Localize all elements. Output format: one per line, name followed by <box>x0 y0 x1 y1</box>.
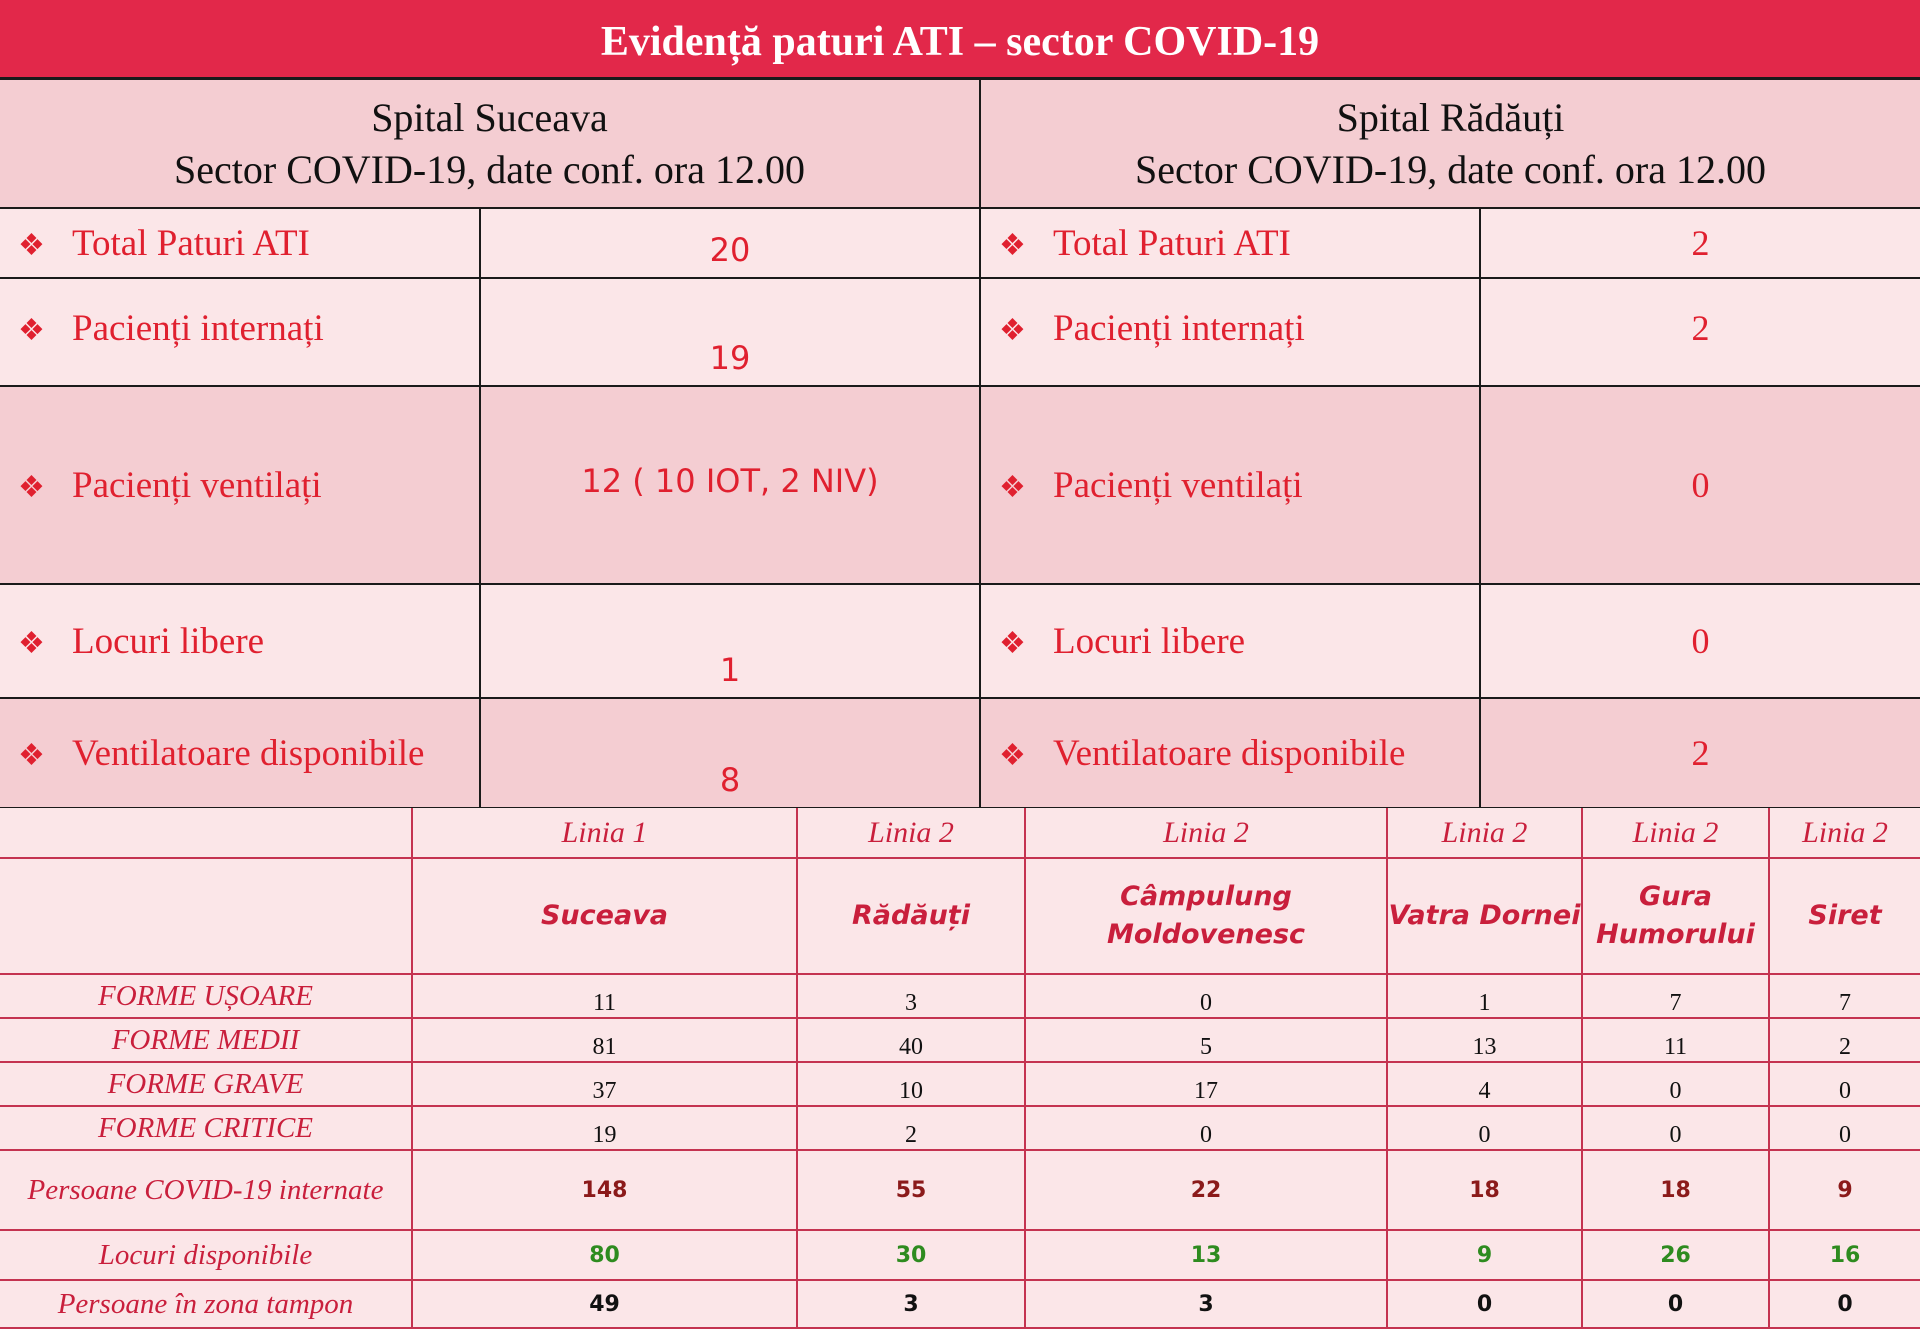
cell-value: 0 <box>1387 1106 1582 1150</box>
hospital-header-suceava <box>0 80 980 208</box>
cell-value: 0 <box>1769 1062 1920 1106</box>
row-label: Pacienți ventilați <box>72 464 322 506</box>
radauti-value: 0 <box>1480 386 1920 584</box>
table-row <box>0 1150 1920 1230</box>
bullet-icon: ❖ <box>18 626 45 660</box>
cell-value: 3 <box>1025 1280 1387 1328</box>
line-label: Linia 2 <box>1582 808 1769 858</box>
cell-value: 2 <box>1769 1018 1920 1062</box>
cell-value: 9 <box>1769 1150 1920 1230</box>
bullet-icon: ❖ <box>18 228 45 262</box>
cell-value: 40 <box>797 1018 1025 1062</box>
cell-value: 0 <box>1582 1106 1769 1150</box>
cell-value: 17 <box>1025 1062 1387 1106</box>
radauti-value: 2 <box>1480 208 1920 278</box>
city-header: Câmpulung Moldovenesc <box>1025 858 1387 974</box>
line-row <box>0 808 1920 858</box>
cell-value: 10 <box>797 1062 1025 1106</box>
city-header: Vatra Dornei <box>1387 858 1582 974</box>
row-label: Locuri libere <box>72 620 265 662</box>
line-label: Linia 1 <box>412 808 797 858</box>
radauti-value: 2 <box>1480 278 1920 386</box>
radauti-value: 2 <box>1480 698 1920 808</box>
row-label: Ventilatoare disponibile <box>1053 732 1406 774</box>
row-label: Locuri disponibile <box>0 1230 412 1280</box>
city-header: Gura Humorului <box>1582 858 1769 974</box>
row-label: Total Paturi ATI <box>1053 222 1291 264</box>
cell-value: 49 <box>412 1280 797 1328</box>
radauti-value: 0 <box>1480 584 1920 698</box>
row-label: Pacienți internați <box>1053 308 1305 349</box>
ati-row <box>0 698 1920 808</box>
cell-value: 11 <box>412 974 797 1018</box>
row-label: FORME GRAVE <box>0 1062 412 1106</box>
row-label: FORME UȘOARE <box>0 974 412 1018</box>
city-header: Siret <box>1769 858 1920 974</box>
cell-value: 13 <box>1387 1018 1582 1062</box>
suceava-value: 1 <box>480 584 980 698</box>
ati-row <box>0 386 1920 584</box>
table-row <box>0 1018 1920 1062</box>
cell-value: 5 <box>1025 1018 1387 1062</box>
cell-value: 3 <box>797 974 1025 1018</box>
row-label: Persoane în zona tampon <box>0 1280 412 1328</box>
cell-value: 0 <box>1582 1280 1769 1328</box>
line-label: Linia 2 <box>1769 808 1920 858</box>
corner-cell <box>0 858 412 974</box>
line-label: Linia 2 <box>797 808 1025 858</box>
hospital-forms-table <box>0 808 1920 1329</box>
bullet-icon: ❖ <box>999 228 1026 262</box>
ati-row <box>0 584 1920 698</box>
cell-value: 4 <box>1387 1062 1582 1106</box>
page-title: Evidență paturi ATI – sector COVID-19 <box>0 0 1920 80</box>
table-row <box>0 974 1920 1018</box>
suceava-value: 19 <box>480 278 980 386</box>
hospital-name: Spital Suceava <box>371 94 608 140</box>
cell-value: 0 <box>1387 1280 1582 1328</box>
cell-value: 55 <box>797 1150 1025 1230</box>
bullet-icon: ❖ <box>999 626 1026 660</box>
cell-value: 3 <box>797 1280 1025 1328</box>
cell-value: 80 <box>412 1230 797 1280</box>
suceava-value: 12 ( 10 IOT, 2 NIV) <box>480 386 980 584</box>
cell-value: 37 <box>412 1062 797 1106</box>
ati-row <box>0 278 1920 386</box>
city-header: Suceava <box>412 858 797 974</box>
row-label: Pacienți internați <box>72 308 324 349</box>
cell-value: 0 <box>1025 1106 1387 1150</box>
cell-value: 18 <box>1582 1150 1769 1230</box>
row-label: Persoane COVID-19 internate <box>0 1150 412 1230</box>
table-row <box>0 1106 1920 1150</box>
row-label: Total Paturi ATI <box>72 222 310 264</box>
cell-value: 0 <box>1025 974 1387 1018</box>
cell-value: 26 <box>1582 1230 1769 1280</box>
cell-value: 1 <box>1387 974 1582 1018</box>
hospital-name: Spital Rădăuți <box>1336 94 1565 140</box>
cell-value: 22 <box>1025 1150 1387 1230</box>
cell-value: 9 <box>1387 1230 1582 1280</box>
bullet-icon: ❖ <box>999 738 1026 772</box>
cell-value: 0 <box>1769 1280 1920 1328</box>
ati-row <box>0 208 1920 278</box>
cell-value: 19 <box>412 1106 797 1150</box>
hospital-header-radauti <box>980 80 1920 208</box>
cell-value: 13 <box>1025 1230 1387 1280</box>
cell-value: 0 <box>1582 1062 1769 1106</box>
cell-value: 148 <box>412 1150 797 1230</box>
cell-value: 30 <box>797 1230 1025 1280</box>
cell-value: 81 <box>412 1018 797 1062</box>
row-label: FORME MEDII <box>0 1018 412 1062</box>
city-row <box>0 858 1920 974</box>
bullet-icon: ❖ <box>18 314 45 347</box>
suceava-value: 20 <box>480 208 980 278</box>
cell-value: 7 <box>1769 974 1920 1018</box>
cell-value: 2 <box>797 1106 1025 1150</box>
city-header: Rădăuți <box>797 858 1025 974</box>
row-label: Locuri libere <box>1053 620 1246 662</box>
bullet-icon: ❖ <box>18 470 45 504</box>
cell-value: 0 <box>1769 1106 1920 1150</box>
bullet-icon: ❖ <box>999 470 1026 504</box>
line-label: Linia 2 <box>1387 808 1582 858</box>
row-label: Pacienți ventilați <box>1053 464 1303 506</box>
cell-value: 7 <box>1582 974 1769 1018</box>
table-row <box>0 1280 1920 1328</box>
ati-beds-table <box>0 80 1920 809</box>
line-label: Linia 2 <box>1025 808 1387 858</box>
corner-cell <box>0 808 412 858</box>
table-row <box>0 1062 1920 1106</box>
bullet-icon: ❖ <box>999 314 1026 347</box>
cell-value: 16 <box>1769 1230 1920 1280</box>
row-label: FORME CRITICE <box>0 1106 412 1150</box>
hospital-subtitle: Sector COVID-19, date conf. ora 12.00 <box>174 146 805 192</box>
cell-value: 11 <box>1582 1018 1769 1062</box>
suceava-value: 8 <box>480 698 980 808</box>
hospital-subtitle: Sector COVID-19, date conf. ora 12.00 <box>1135 146 1766 192</box>
table-row <box>0 1230 1920 1280</box>
bullet-icon: ❖ <box>18 738 45 772</box>
row-label: Ventilatoare disponibile <box>72 732 425 774</box>
cell-value: 18 <box>1387 1150 1582 1230</box>
